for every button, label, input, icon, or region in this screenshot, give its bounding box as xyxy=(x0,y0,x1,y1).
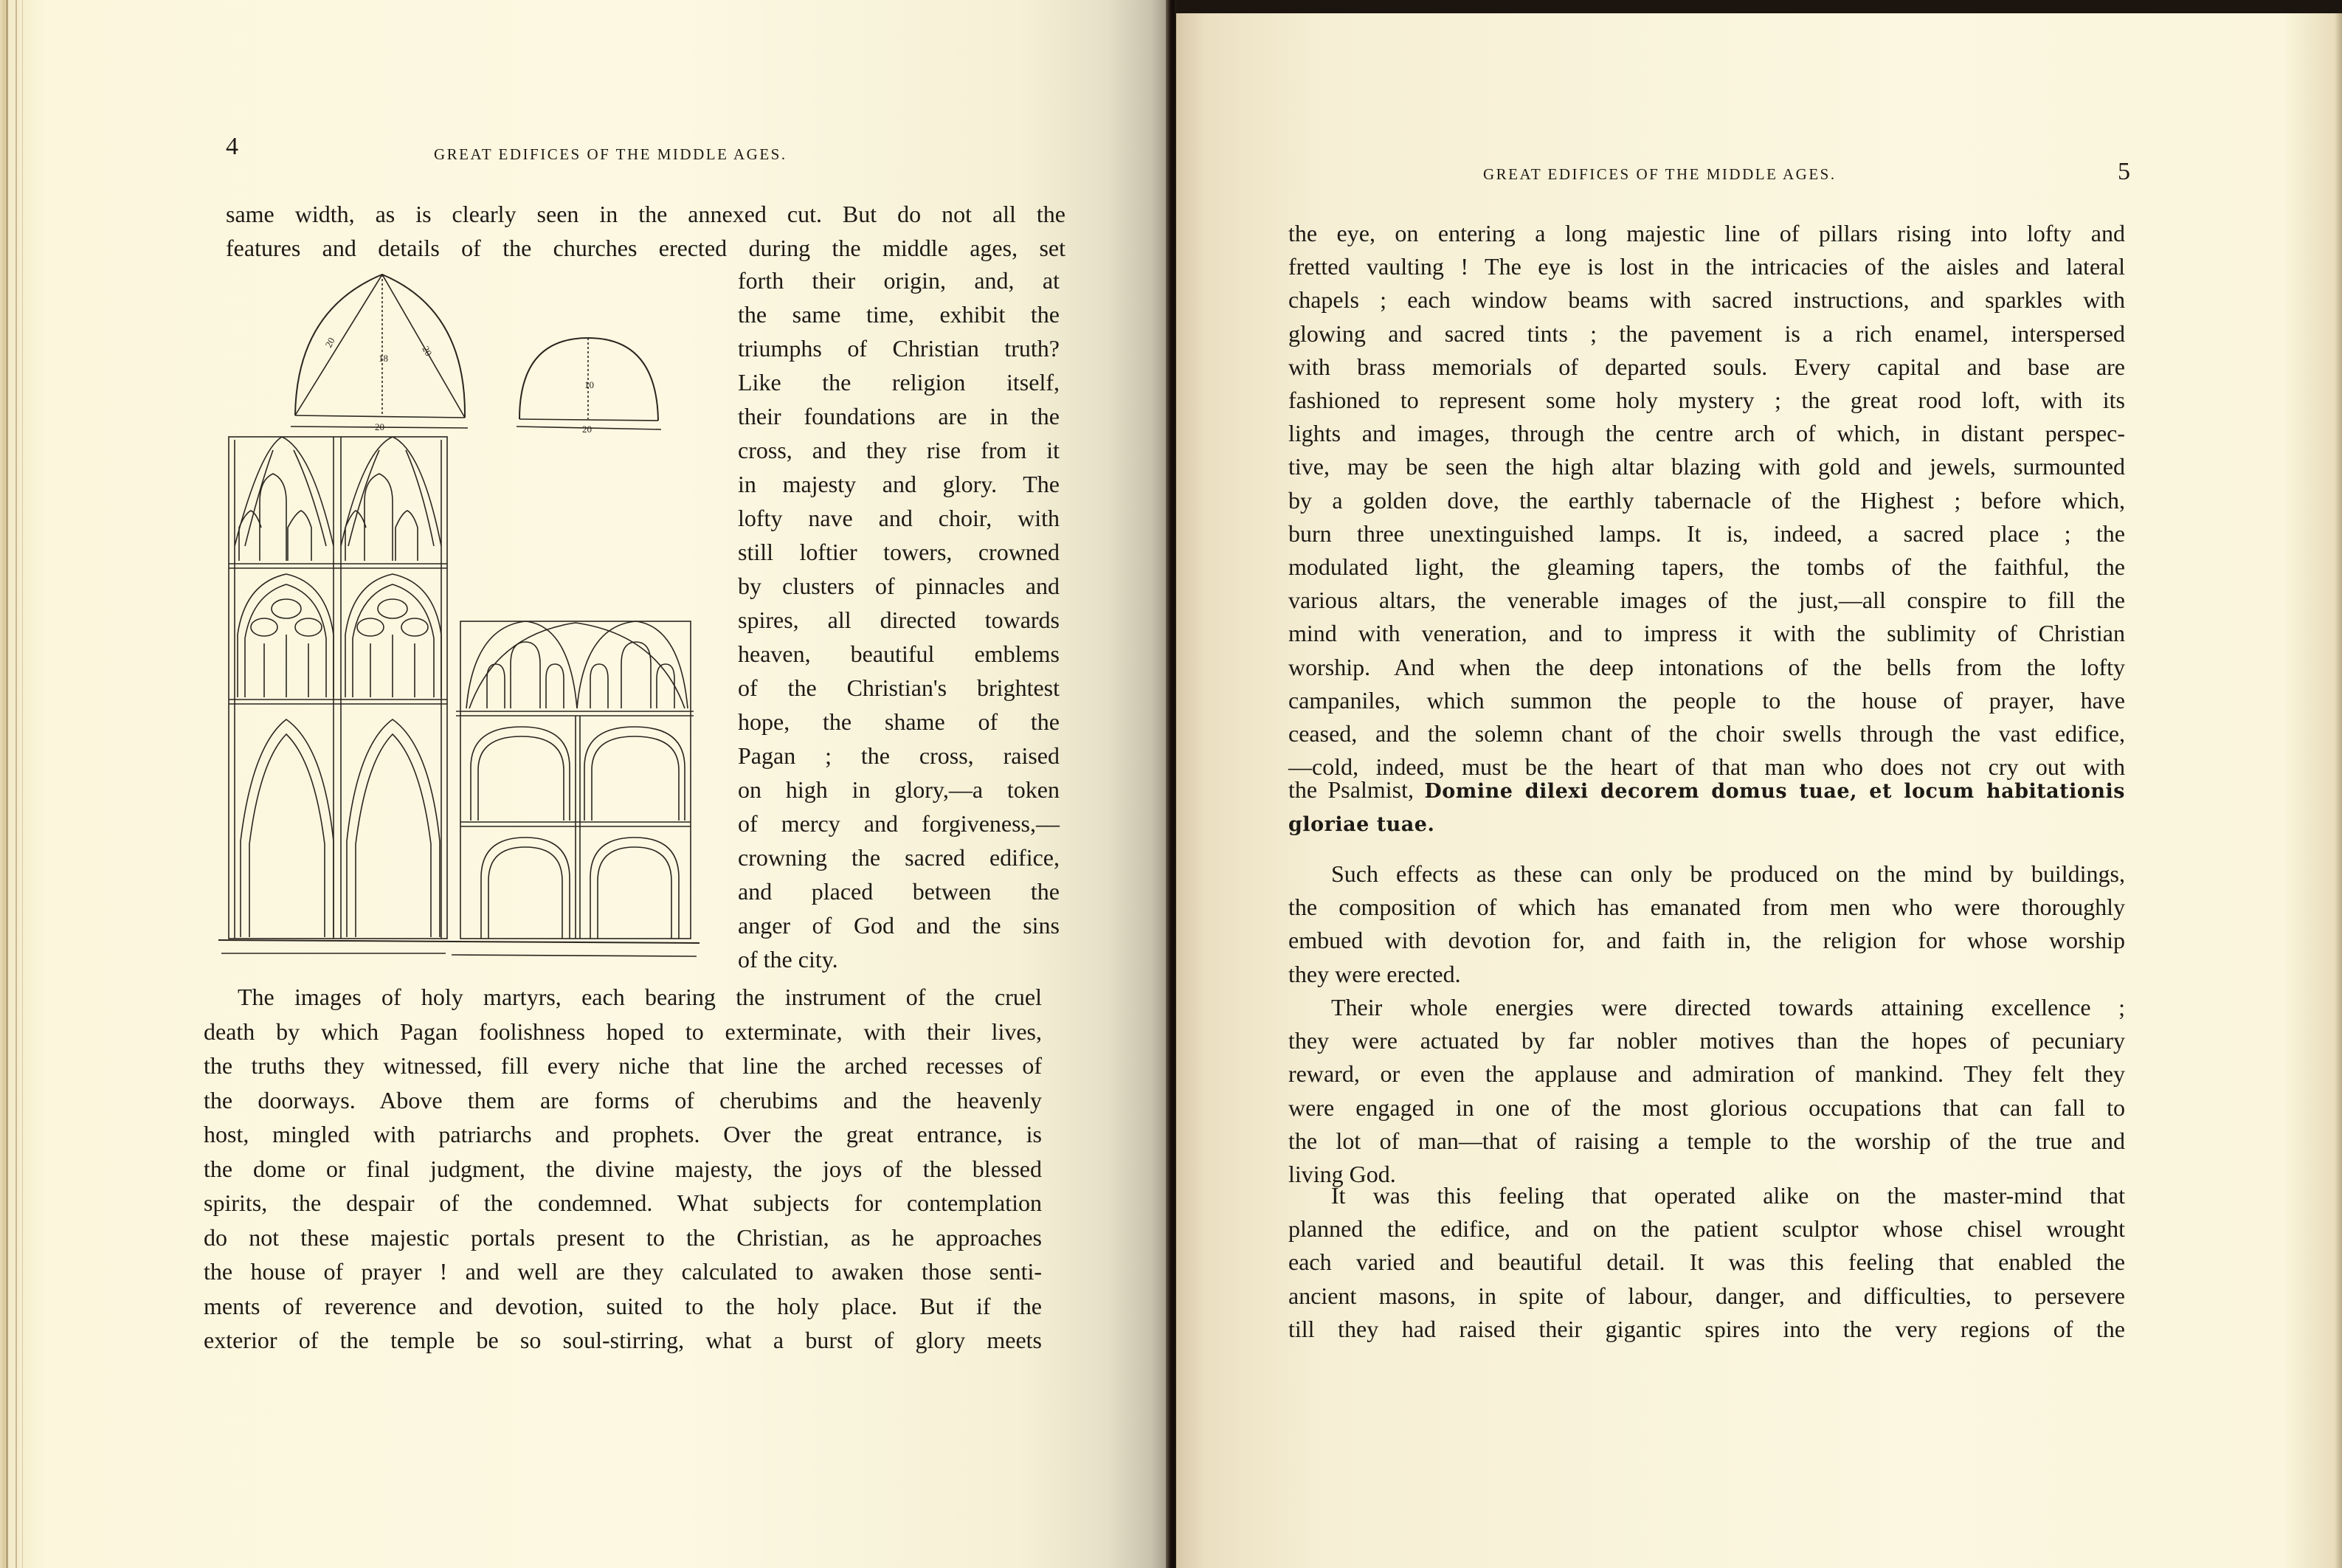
text-line: by clusters of pinnacles and xyxy=(738,573,1060,599)
text-line: in majesty and glory. The xyxy=(738,471,1060,497)
text-line: the same time, exhibit the xyxy=(738,301,1060,328)
text-line: planned the edifice, and on the patient sculptor whose chisel wrought xyxy=(1288,1215,2125,1243)
text-line: spirits, the despair of the condemned. What subjects for contemplation xyxy=(204,1189,1042,1216)
text-line: various altars, the venerable images of the just,—all conspire to fill the xyxy=(1288,587,2125,614)
text-line: cross, and they rise from it xyxy=(738,437,1060,463)
text-line: ments of reverence and devotion, suited to the holy place. But if the xyxy=(204,1292,1042,1319)
text-line: the house of prayer ! and well are they calculated to awaken those senti- xyxy=(204,1258,1042,1285)
text-line: the dome or final judgment, the divine majesty, the joys of the blessed xyxy=(204,1155,1042,1182)
text-line: anger of God and the sins xyxy=(738,912,1060,939)
page-edge-line xyxy=(22,0,23,1568)
text-line: spires, all directed towards xyxy=(738,607,1060,633)
pointed-arch-label-base: 20 xyxy=(375,421,384,432)
text-line: Pagan ; the cross, raised xyxy=(738,742,1060,769)
text-line: features and details of the churches erected during the middle ages, set xyxy=(226,235,1065,261)
page-number-left: 4 xyxy=(226,133,238,160)
text-line: and placed between the xyxy=(738,878,1060,905)
text-line: modulated light, the gleaming tapers, the tombs of the faithful, the xyxy=(1288,553,2125,580)
text-line: fashioned to represent some holy mystery ; the great rood loft, with its xyxy=(1288,387,2125,413)
text-line: Like the religion itself, xyxy=(738,369,1060,396)
pointed-arch-label-left: 20 xyxy=(322,335,337,350)
text-line: were engaged in one of the most glorious occupations that can fall to xyxy=(1288,1094,2125,1121)
text-line: fretted vaulting ! The eye is lost in the intricacies of the aisles and lateral xyxy=(1288,253,2125,280)
arch-comparison-drawing xyxy=(215,266,702,974)
round-arch-label-base: 20 xyxy=(582,424,592,435)
pointed-arch-label-height: 18 xyxy=(379,353,388,364)
text-line: of the city. xyxy=(738,946,838,973)
text-line: host, mingled with patriarchs and prophets. Over the great entrance, is xyxy=(204,1121,1042,1147)
text-line: the eye, on entering a long majestic line of pillars rising into lofty and xyxy=(1288,220,2125,246)
text-line: lights and images, through the centre arch of which, in distant perspec- xyxy=(1288,420,2125,447)
psalm-line-2 xyxy=(1288,807,1434,841)
text-line: ancient masons, in spite of labour, danger, and difficulties, to persevere xyxy=(1288,1282,2125,1309)
page-number-right: 5 xyxy=(2118,158,2130,185)
running-head-right: GREAT EDIFICES OF THE MIDDLE AGES. xyxy=(1483,165,1837,183)
text-line: reward, or even the applause and admiration of mankind. They felt they xyxy=(1288,1060,2125,1088)
right-page xyxy=(1176,13,2342,1568)
text-line: glowing and sacred tints ; the pavement is a rich enamel, interspersed xyxy=(1288,320,2125,347)
text-line: of the Christian's brightest xyxy=(738,674,1060,701)
text-line: the truths they witnessed, fill every niche that line the arched recesses of xyxy=(204,1052,1042,1079)
text-line: they were actuated by far nobler motives than the hopes of pecuniary xyxy=(1288,1027,2125,1054)
text-line: they were erected. xyxy=(1288,960,1461,987)
text-line: Their whole energies were directed towards attaining excellence ; xyxy=(1331,994,2125,1020)
text-line: with brass memorials of departed souls. Every capital and base are xyxy=(1288,353,2125,380)
text-line: of mercy and forgiveness,— xyxy=(738,810,1060,837)
psalm-quote-blackletter-end: gloriae tuae. xyxy=(1288,813,1435,836)
left-page xyxy=(0,0,1167,1568)
scan-background-strip xyxy=(1176,0,2342,13)
text-line: campaniles, which summon the people to the house of prayer, have xyxy=(1288,686,2125,714)
text-line: lofty nave and choir, with xyxy=(738,505,1060,531)
text-line: exterior of the temple be so soul-stirring, what a burst of glory meets xyxy=(204,1327,1042,1353)
text-line: The images of holy martyrs, each bearing the instrument of the cruel xyxy=(238,984,1042,1010)
text-line: hope, the shame of the xyxy=(738,708,1060,735)
text-line: same width, as is clearly seen in the annexed cut. But do not all the xyxy=(226,201,1065,227)
text-line: crowning the sacred edifice, xyxy=(738,844,1060,871)
text-line: chapels ; each window beams with sacred instructions, and sparkles with xyxy=(1288,286,2125,314)
text-line: death by which Pagan foolishness hoped to exterminate, with their lives, xyxy=(204,1018,1042,1045)
gothic-elevation xyxy=(229,437,447,939)
text-line: worship. And when the deep intonations of the bells from the lofty xyxy=(1288,653,2125,680)
page-edge-lines xyxy=(6,0,17,1568)
pointed-arch-label-right: 20 xyxy=(420,344,435,358)
running-head-left: GREAT EDIFICES OF THE MIDDLE AGES. xyxy=(434,145,787,163)
round-arch-label-height: 10 xyxy=(584,379,594,390)
text-line: their foundations are in the xyxy=(738,403,1060,429)
text-line: It was this feeling that operated alike on the master-mind that xyxy=(1331,1182,2125,1209)
text-line: living God. xyxy=(1288,1161,1396,1187)
text-line: forth their origin, and, at xyxy=(738,267,1060,294)
text-line: on high in glory,—a token xyxy=(738,776,1060,803)
architectural-cut-figure xyxy=(215,266,702,974)
text-line: do not these majestic portals present to the Christian, as he approaches xyxy=(204,1223,1042,1251)
text-line: Such effects as these can only be produced on the mind by buildings, xyxy=(1331,860,2125,887)
text-line: embued with devotion for, and faith in, the religion for whose worship xyxy=(1288,927,2125,954)
text-line: —cold, indeed, must be the heart of that man who does not cry out with xyxy=(1288,753,2125,781)
text-line: ceased, and the solemn chant of the choir swells through the vast edifice, xyxy=(1288,720,2125,747)
text-line: each varied and beautiful detail. It was this feeling that enabled the xyxy=(1288,1248,2125,1276)
text-line: the doorways. Above them are forms of cherubims and the heavenly xyxy=(204,1086,1042,1113)
text-line: still loftier towers, crowned xyxy=(738,539,1060,565)
psalm-line xyxy=(1288,773,2125,808)
psalmist-prefix: the Psalmist, xyxy=(1288,776,1414,803)
text-line: the lot of man—that of raising a temple to the worship of the true and xyxy=(1288,1127,2125,1154)
text-line: triumphs of Christian truth? xyxy=(738,335,1060,362)
text-line: heaven, beautiful emblems xyxy=(738,640,1060,667)
text-line: the composition of which has emanated from men who were thoroughly xyxy=(1288,894,2125,921)
text-line: mind with veneration, and to impress it with the sublimity of Christian xyxy=(1288,620,2125,647)
text-line: till they had raised their gigantic spires into the very regions of the xyxy=(1288,1315,2125,1342)
psalm-quote-blackletter: Domine dilexi decorem domus tuae, et locum habitationis xyxy=(1424,780,2125,803)
text-line: tive, may be seen the high altar blazing with gold and jewels, surmounted xyxy=(1288,453,2125,480)
pointed-arch-diagram xyxy=(291,274,468,428)
text-line: by a golden dove, the earthly tabernacle of the Highest ; before which, xyxy=(1288,486,2125,514)
romanesque-elevation xyxy=(456,621,694,939)
text-line: burn three unextinguished lamps. It is, indeed, a sacred place ; the xyxy=(1288,519,2125,547)
